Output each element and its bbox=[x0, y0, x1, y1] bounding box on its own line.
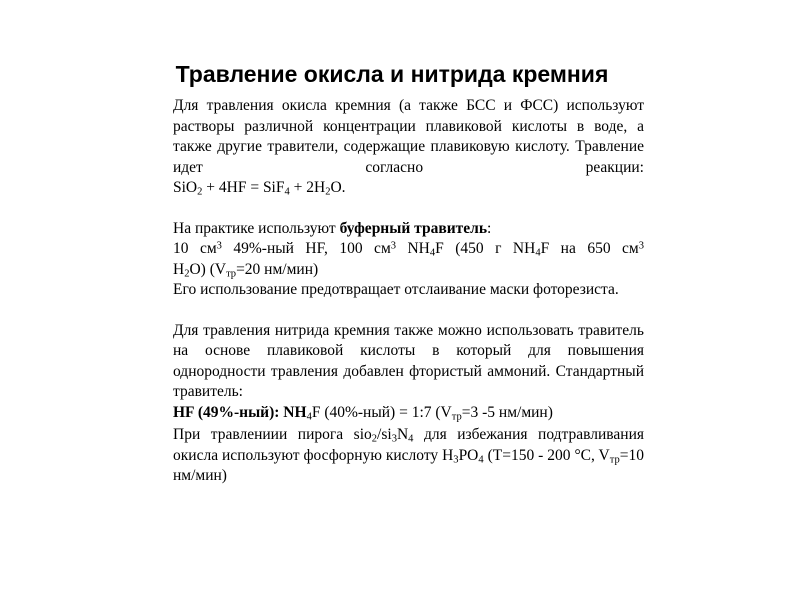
formula-subscript: 3 bbox=[453, 454, 459, 466]
formula-part: =3 -5 нм/мин) bbox=[461, 403, 553, 421]
formula-superscript: 3 bbox=[390, 240, 397, 252]
paragraph-gap bbox=[173, 199, 644, 219]
reaction-subscript: 2 bbox=[197, 186, 203, 198]
paragraph-text: Для травления окисла кремния (а также БСС и ФСС) используют растворы различной концентрации плавиковой кислоты в воде, а также другие травители, содержащие плавиковую кислоту. Травление идет согласно реакции: bbox=[173, 97, 644, 176]
formula-subscript: 4 bbox=[408, 433, 414, 445]
formula-part: 10 см bbox=[173, 240, 217, 257]
formula-part: HF (49%-ный): NH bbox=[173, 403, 307, 421]
text-part: N bbox=[396, 426, 409, 443]
reaction-part: O. bbox=[330, 179, 346, 196]
reaction-part: + 2H bbox=[289, 179, 326, 196]
paragraph-text: Его использование предотвращает отслаивание маски фоторезиста. bbox=[173, 281, 619, 298]
formula-part: =20 нм/мин) bbox=[236, 260, 319, 278]
reaction-equation bbox=[173, 178, 644, 199]
formula-subscript: 2 bbox=[184, 268, 190, 280]
paragraph-silicon-nitride-etching bbox=[173, 321, 644, 403]
text-part: PO bbox=[458, 446, 479, 464]
formula-superscript: 3 bbox=[216, 240, 222, 252]
buffered-etchant-formula-cont bbox=[173, 260, 644, 281]
formula-part: F (450 г NH bbox=[435, 240, 536, 257]
buffered-etchant-intro bbox=[173, 219, 644, 240]
reaction-part: + 4HF = SiF bbox=[202, 179, 285, 196]
text-part: При травлениии пирога sio bbox=[173, 426, 372, 443]
paragraph-text: Для травления нитрида кремния также можно использовать травитель на основе плавиковой кислоты в который для повышения однородности травления добавлен фтористый аммоний. Стандартный травитель: bbox=[173, 321, 644, 400]
formula-subscript: тр bbox=[226, 268, 237, 280]
paragraph-phosphoric-acid bbox=[173, 425, 644, 487]
buffered-etchant-term: буферный травитель bbox=[339, 219, 488, 237]
formula-subscript: тр bbox=[609, 454, 620, 466]
formula-part: O) (V bbox=[189, 260, 227, 278]
standard-etchant-formula bbox=[173, 403, 644, 424]
formula-subscript: 3 bbox=[391, 433, 397, 445]
formula-subscript: 4 bbox=[429, 247, 436, 259]
formula-subscript: 4 bbox=[535, 247, 541, 259]
paragraph-photoresist bbox=[173, 280, 644, 301]
slide-body bbox=[173, 96, 644, 487]
paragraph-gap bbox=[173, 301, 644, 321]
text-part: для избежания подтравливания окисла используют фосфорную кислоту H bbox=[173, 426, 644, 464]
formula-subscript: 4 bbox=[306, 411, 312, 423]
text-part: (T=150 - 200 °C, V bbox=[483, 446, 610, 464]
intro-text: На практике используют bbox=[173, 219, 340, 237]
formula-subscript: 4 bbox=[478, 454, 484, 466]
paragraph-silicon-oxide-etching bbox=[173, 96, 644, 178]
text-part: /si bbox=[377, 426, 392, 443]
reaction-subscript: 2 bbox=[325, 186, 331, 198]
formula-part: 49%-ный HF, 100 см bbox=[221, 240, 391, 257]
reaction-subscript: 4 bbox=[284, 186, 290, 198]
formula-superscript: 3 bbox=[638, 240, 644, 252]
formula-part: NH bbox=[396, 240, 430, 257]
formula-part: F (40%-ный) = 1:7 (V bbox=[311, 403, 452, 421]
formula-subscript: тр bbox=[451, 411, 462, 423]
text-part: =10 нм/мин) bbox=[173, 446, 645, 484]
reaction-part: SiO bbox=[173, 179, 198, 196]
slide-title: Травление окисла и нитрида кремния bbox=[175, 61, 609, 87]
formula-part: F на 650 см bbox=[540, 240, 639, 257]
formula-subscript: 2 bbox=[371, 433, 378, 445]
buffered-etchant-formula bbox=[173, 239, 644, 260]
formula-part: H bbox=[173, 260, 185, 278]
colon: : bbox=[487, 219, 492, 237]
